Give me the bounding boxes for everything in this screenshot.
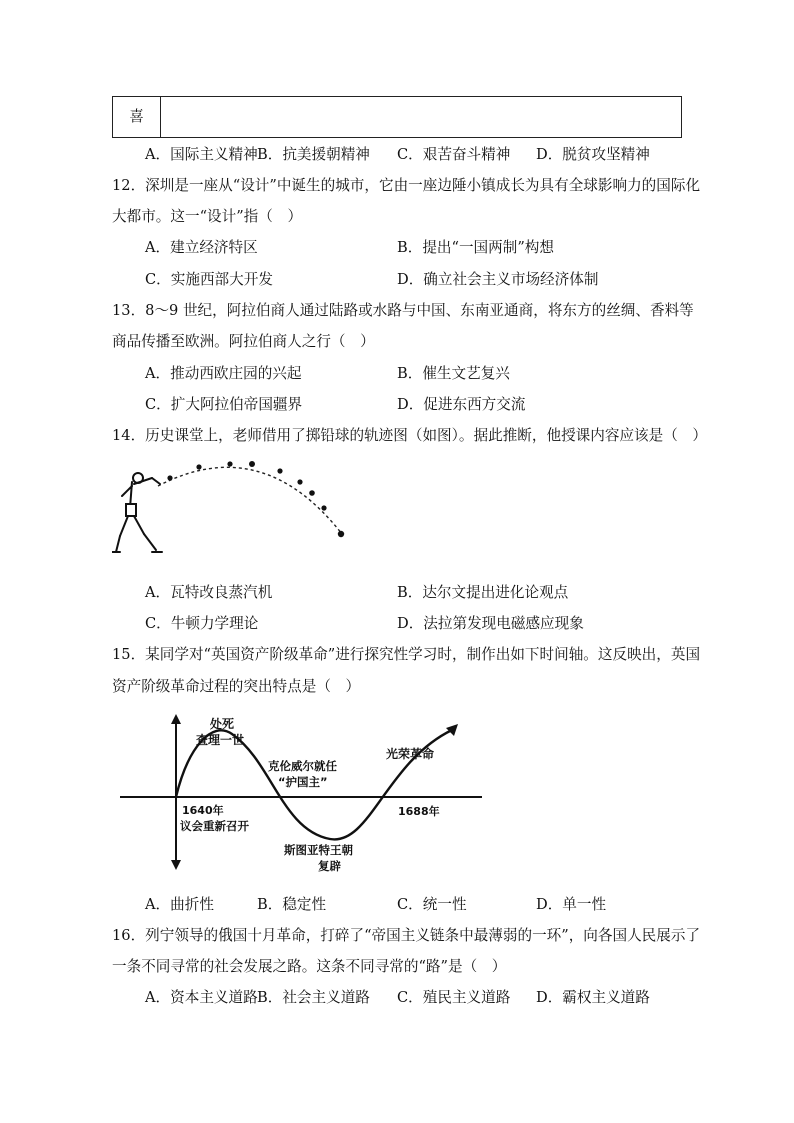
- q16-stem-line1: 16．列宁领导的俄国十月革命，打碎了“帝国主义链条中最薄弱的一环”，向各国人民展示了: [112, 927, 701, 944]
- q15-option-a: A．曲折性: [145, 896, 214, 913]
- label-protector: “护国主”: [278, 775, 328, 789]
- shot-put-figure: [112, 452, 362, 570]
- label-year-1688: 1688年: [398, 805, 440, 818]
- athlete-figure: [112, 473, 162, 552]
- q13-stem-line1: 13．8～9 世纪，阿拉伯商人通过陆路或水路与中国、东南亚通商，将东方的丝绸、香料等: [112, 302, 694, 319]
- label-glorious-revolution: 光荣革命: [386, 747, 435, 761]
- q14-option-b: B．达尔文提出进化论观点: [397, 584, 569, 601]
- q16-option-a: A．资本主义道路: [145, 989, 258, 1006]
- q12-stem-line1: 12．深圳是一座从“设计”中诞生的城市，它由一座边陲小镇成长为具有全球影响力的国际化: [112, 177, 701, 194]
- q11-option-c: C．艰苦奋斗精神: [397, 146, 511, 163]
- trajectory-dot: [309, 490, 315, 496]
- q11-option-b: B．抗美援朝精神: [257, 146, 370, 163]
- answer-table: [112, 96, 682, 138]
- q15-option-b: B．稳定性: [257, 896, 327, 913]
- label-parliament: 议会重新召开: [180, 819, 249, 833]
- q13-option-a: A．推动西欧庄园的兴起: [145, 365, 302, 382]
- label-year-1640: 1640年: [182, 804, 224, 817]
- q13-option-c: C．扩大阿拉伯帝国疆界: [145, 396, 303, 413]
- q16-option-d: D．霸权主义道路: [536, 989, 650, 1006]
- q14-stem-line1: 14．历史课堂上，老师借用了掷铅球的轨迹图（如图）。据此推断，他授课内容应该是（ ）: [112, 427, 708, 444]
- q14-option-d: D．法拉第发现电磁感应现象: [397, 615, 584, 632]
- timeline-figure: [112, 712, 492, 872]
- q11-option-a: A．国际主义精神: [145, 146, 258, 163]
- q12-stem-line2: 大都市。这一“设计”指（ ）: [112, 208, 303, 225]
- q16-stem-line2: 一条不同寻常的社会发展之路。这条不同寻常的“路”是（ ）: [112, 958, 507, 975]
- label-stuart: 斯图亚特王朝: [284, 843, 353, 857]
- q12-option-b: B．提出“一国两制”构想: [397, 239, 554, 256]
- q12-option-c: C．实施西部大开发: [145, 271, 273, 288]
- q15-stem-line2: 资产阶级革命过程的突出特点是（ ）: [112, 678, 361, 695]
- q16-option-b: B．社会主义道路: [257, 989, 370, 1006]
- q15-option-c: C．统一性: [397, 896, 467, 913]
- q14-option-c: C．牛顿力学理论: [145, 615, 259, 632]
- table-cell-label: 喜: [113, 97, 161, 137]
- q15-option-d: D．单一性: [536, 896, 607, 913]
- q13-stem-line2: 商品传播至欧洲。阿拉伯商人之行（ ）: [112, 333, 375, 350]
- q12-option-d: D．确立社会主义市场经济体制: [397, 271, 599, 288]
- trajectory-dot: [167, 475, 172, 480]
- trajectory-dot: [277, 468, 282, 473]
- trajectory-dot: [338, 531, 344, 537]
- trajectory-dot: [321, 505, 326, 510]
- trajectory-dot: [297, 479, 302, 484]
- q13-option-d: D．促进东西方交流: [397, 396, 526, 413]
- q11-option-d: D．脱贫攻坚精神: [536, 146, 650, 163]
- label-restoration: 复辟: [318, 859, 341, 872]
- q13-option-b: B．催生文艺复兴: [397, 365, 510, 382]
- label-cromwell: 克伦威尔就任: [268, 759, 337, 773]
- label-execution: 处死: [210, 717, 235, 731]
- q16-option-c: C．殖民主义道路: [397, 989, 511, 1006]
- trajectory-dot: [227, 461, 232, 466]
- trajectory-dot: [249, 461, 255, 467]
- q14-option-a: A．瓦特改良蒸汽机: [145, 584, 273, 601]
- trajectory-arc: [158, 467, 342, 534]
- label-charles: 查理一世: [196, 733, 245, 747]
- q15-stem-line1: 15．某同学对“英国资产阶级革命”进行探究性学习时，制作出如下时间轴。这反映出，英国: [112, 646, 701, 663]
- q12-option-a: A．建立经济特区: [145, 239, 258, 256]
- trajectory-dot: [196, 464, 201, 469]
